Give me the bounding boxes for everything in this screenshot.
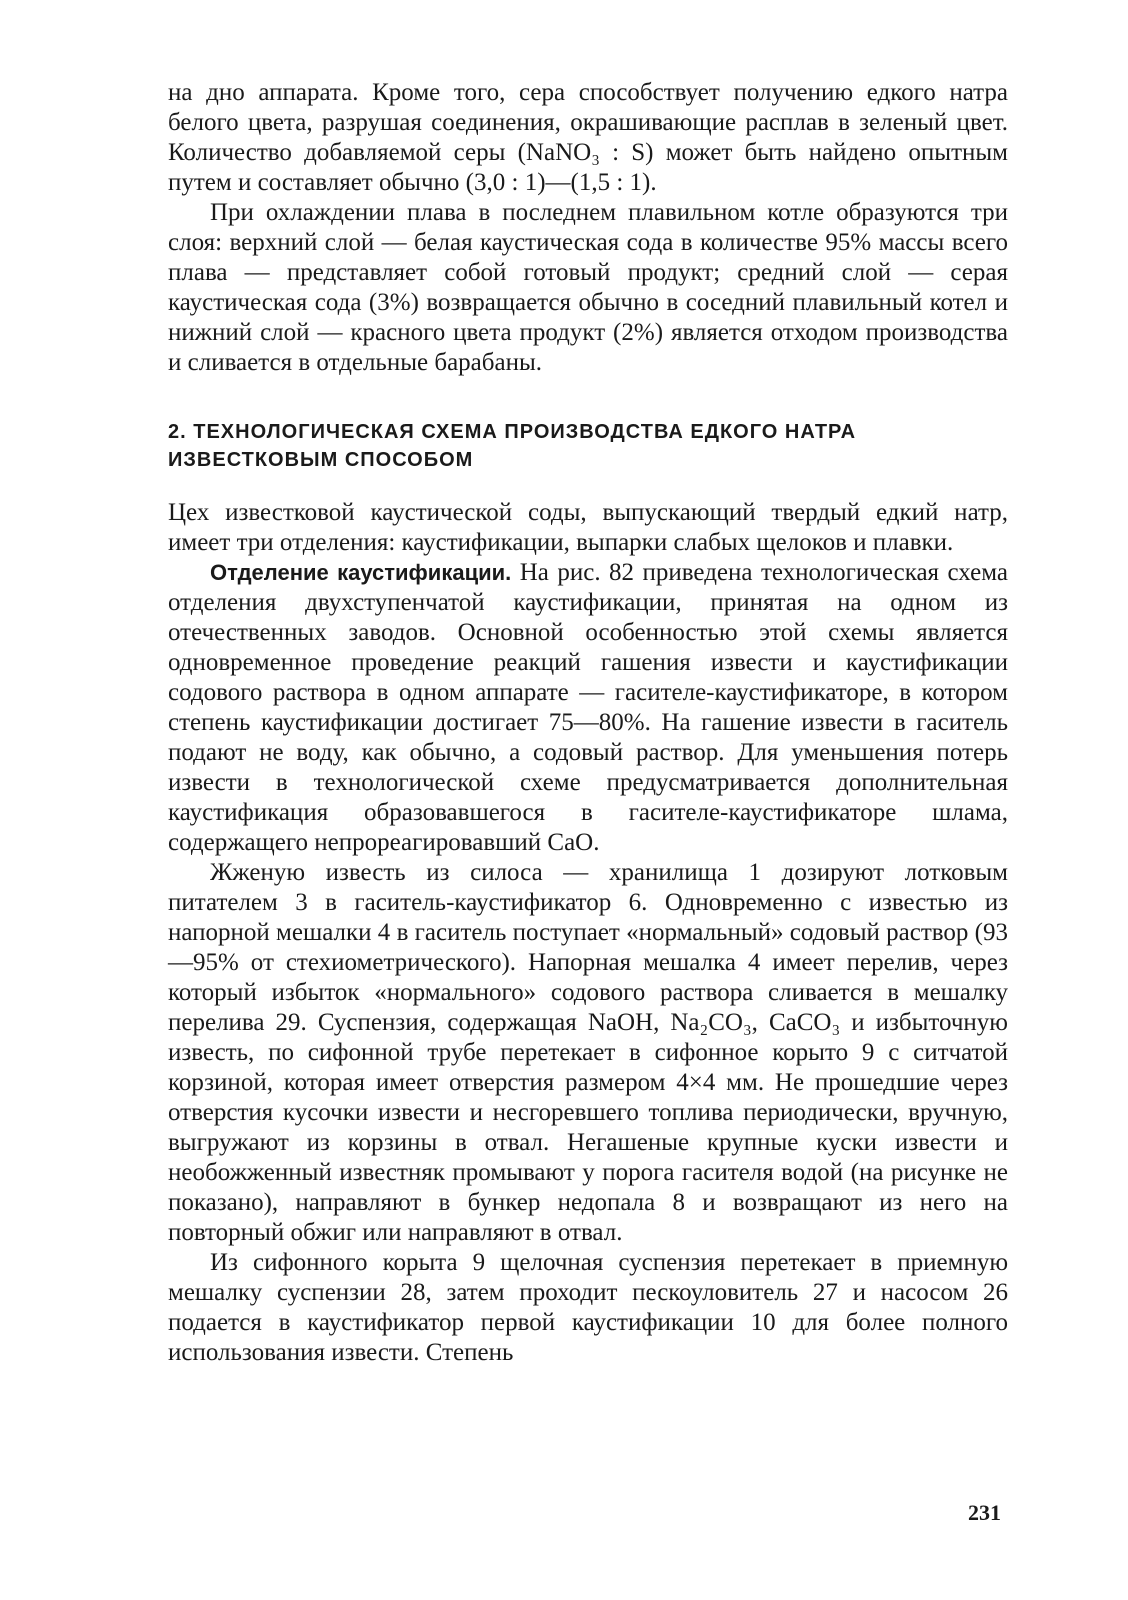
page-number: 231 xyxy=(968,1500,1001,1525)
paragraph-siphon-trough: Из сифонного корыта 9 щелочная суспензия перетекает в приемную мешалку суспензии 28, затем проходит пескоуловитель 27 и насосом 26 подается в каустификатор первой каустификации 10 для более полного использования извести. Степень xyxy=(168,1249,1008,1366)
paragraph-workshop-divisions: Цех известковой каустической соды, выпускающий твердый едкий натр, имеет три отделения: каустификации, выпарки слабых щелоков и плавки. xyxy=(168,499,1008,556)
page-body xyxy=(168,78,1008,1368)
section-heading: 2. ТЕХНОЛОГИЧЕСКАЯ СХЕМА ПРОИЗВОДСТВА ЕДКОГО НАТРА ИЗВЕСТКОВЫМ СПОСОБОМ xyxy=(168,421,857,471)
subsection-title: Отделение каустификации. xyxy=(210,560,512,585)
paragraph-lime-dosing: Жженую известь из силоса — хранилища 1 дозируют лотковым питателем 3 в гаситель-каустификатор 6. Одновременно с известью из напорной мешалки 4 в гаситель поступает «нормальный» содовый раствор (93—95% от стехиометрического). Напорная мешалка 4 имеет перелив, через который избыток «нормального» содового раствора сливается в мешалку перелива 29. Суспензия, содержащая NaOH, Na₂CO₃, CaCO₃ и избыточную известь, по сифонной трубе перетекает в сифонное корыто 9 с ситчатой корзиной, которая имеет отверстия размером 4×4 мм. Не прошедшие через отверстия кусочки извести и несгоревшего топлива периодически, вручную, выгружают из корзины в отвал. Негашеные крупные куски извести и необожженный известняк промывают у порога гасителя водой (на рисунке не показано), направляют в бункер недопала 8 и возвращают из него на повторный обжиг или направляют в отвал. xyxy=(168,859,1008,1246)
paragraph-causticization-division xyxy=(168,558,1008,858)
paragraph-sulfur-additive: на дно аппарата. Кроме того, сера способствует получению едкого натра белого цвета, разрушая соединения, окрашивающие расплав в зеленый цвет. Количество добавляемой серы (NaNO₃ : S) может быть найдено опытным путем и составляет обычно (3,0 : 1)—(1,5 : 1). xyxy=(168,79,1008,196)
paragraph-causticization-text: На рис. 82 приведена технологическая схема отделения двухступенчатой каустификации, принятая на одном из отечественных заводов. Основной особенностью этой схемы является одновременное проведение реакций гашения извести и каустификации содового раствора в одном аппарате — гасителе-каустификаторе, в котором степень каустификации достигает 75—80%. На гашение извести в гаситель подают не воду, как обычно, а содовый раствор. Для уменьшения потерь извести в технологической схеме предусматривается дополнительная каустификация образовавшегося в гасителе-каустификаторе шлама, содержащего непрореагировавший CaO. xyxy=(168,559,1009,856)
paragraph-melt-layers: При охлаждении плава в последнем плавильном котле образуются три слоя: верхний слой — белая каустическая сода в количестве 95% массы всего плава — представляет собой готовый продукт; средний слой — серая каустическая сода (3%) возвращается обычно в соседний плавильный котел и нижний слой — красного цвета продукт (2%) является отходом производства и сливается в отдельные барабаны. xyxy=(168,199,1008,376)
